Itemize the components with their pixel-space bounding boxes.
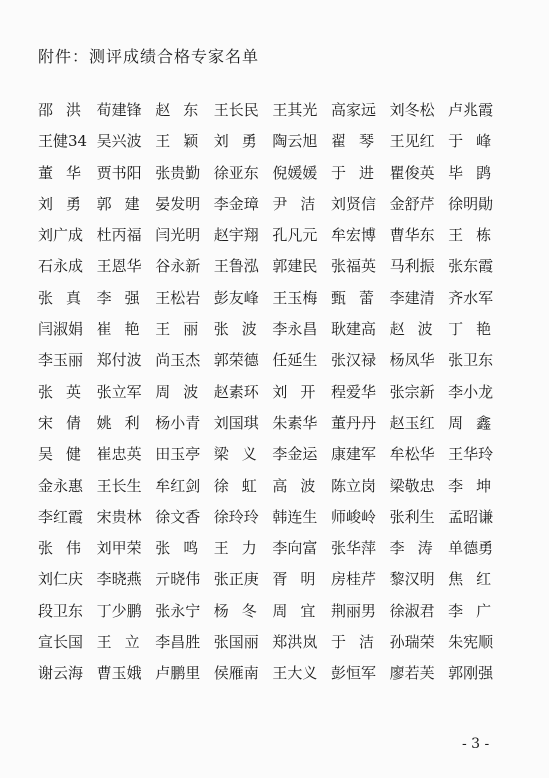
- expert-name: 张华萍: [330, 539, 376, 558]
- expert-name: 牟宏博: [330, 226, 376, 245]
- expert-name: 焦红: [448, 570, 505, 589]
- expert-name: 赵素环: [213, 382, 259, 401]
- expert-name: 甄蕾: [330, 288, 387, 307]
- expert-name: 郭荣德: [213, 351, 259, 370]
- expert-name: 单德勇: [448, 539, 494, 558]
- expert-name: 杨小青: [155, 413, 201, 432]
- expert-name: 王大义: [272, 664, 318, 683]
- expert-name: 张鸣: [155, 539, 212, 558]
- expert-name: 李红霞: [38, 507, 84, 526]
- expert-name: 韩连生: [272, 507, 318, 526]
- expert-name: 高波: [272, 476, 329, 495]
- expert-name: 侯雁南: [213, 664, 259, 683]
- expert-name: 周宜: [272, 601, 329, 620]
- expert-name: 高家远: [330, 101, 376, 119]
- attachment-title: 附件：测评成绩合格专家名单: [38, 47, 260, 66]
- expert-name: 崔忠英: [96, 445, 142, 464]
- expert-name: 程爱华: [330, 382, 376, 401]
- expert-name: 孟昭谦: [448, 507, 494, 526]
- expert-name: 李小龙: [448, 382, 494, 401]
- expert-name: 姚利: [96, 413, 153, 432]
- expert-name: 张真: [38, 288, 95, 307]
- expert-name: 彭恒军: [330, 664, 376, 683]
- expert-name: 王长生: [96, 476, 142, 495]
- expert-name: 张汉禄: [330, 351, 376, 370]
- expert-name: 康建军: [330, 445, 376, 464]
- expert-name: 张立军: [96, 382, 142, 401]
- expert-name: 张英: [38, 382, 95, 401]
- expert-name: 李向富: [272, 539, 318, 558]
- expert-name: 徐明勛: [448, 194, 494, 213]
- expert-name: 张卫东: [448, 351, 494, 370]
- expert-name: 赵东: [155, 101, 212, 119]
- expert-name: 陶云旭: [272, 132, 318, 151]
- expert-name: 亓晓伟: [155, 570, 201, 589]
- expert-name: 翟琴: [330, 132, 387, 151]
- expert-name: 王见红: [389, 132, 435, 151]
- expert-name: 张正庚: [213, 570, 259, 589]
- expert-name: 吴兴波: [96, 132, 142, 151]
- expert-name: 王力: [213, 539, 270, 558]
- expert-name: 李广: [448, 601, 505, 620]
- expert-name: 于峰: [448, 132, 505, 151]
- expert-name: 郑洪岚: [272, 633, 318, 652]
- expert-name: 金永惠: [38, 476, 84, 495]
- expert-name: 李昌胜: [155, 633, 201, 652]
- expert-name-list: [38, 95, 508, 690]
- expert-name: 郭建: [96, 194, 153, 213]
- expert-name: 王颖: [155, 132, 212, 151]
- expert-name: 张宗新: [389, 382, 435, 401]
- expert-name: 王玉梅: [272, 288, 318, 307]
- expert-name: 廖若芙: [389, 664, 435, 683]
- expert-name: 张利生: [389, 507, 435, 526]
- expert-name: 周鑫: [448, 413, 505, 432]
- expert-name: 赵宇翔: [213, 226, 259, 245]
- expert-name: 贾书阳: [96, 163, 142, 182]
- expert-name: 孙瑞荣: [389, 633, 435, 652]
- expert-name: 王鲁泓: [213, 257, 259, 276]
- expert-name: 马利振: [389, 257, 435, 276]
- expert-name: 谢云海: [38, 664, 84, 683]
- expert-name: 王华玲: [448, 445, 494, 464]
- expert-name: 宋倩: [38, 413, 95, 432]
- expert-name: 荆丽男: [330, 601, 376, 620]
- expert-name: 赵玉红: [389, 413, 435, 432]
- expert-name: 张伟: [38, 539, 95, 558]
- expert-name: 晏发明: [155, 194, 201, 213]
- expert-name: 王丽: [155, 320, 212, 339]
- expert-name: 张贵勤: [155, 163, 201, 182]
- expert-name: 周波: [155, 382, 212, 401]
- expert-name: 董丹丹: [330, 413, 376, 432]
- expert-name: 黎汉明: [389, 570, 435, 589]
- expert-name: 宋贵林: [96, 507, 142, 526]
- expert-name: 卢兆霞: [448, 101, 494, 119]
- expert-name: 赵波: [389, 320, 446, 339]
- expert-name: 石永成: [38, 257, 84, 276]
- expert-name: 杜丙福: [96, 226, 142, 245]
- expert-name: 刘冬松: [389, 101, 435, 119]
- expert-name: 崔艳: [96, 320, 153, 339]
- page-number: - 3 -: [462, 736, 490, 752]
- expert-name: 刘贤信: [330, 194, 376, 213]
- expert-name: 梁敬忠: [389, 476, 435, 495]
- expert-name: 徐玲玲: [213, 507, 259, 526]
- expert-name: 闫光明: [155, 226, 201, 245]
- expert-name: 王立: [96, 633, 153, 652]
- expert-name: 杨凤华: [389, 351, 435, 370]
- expert-name: 李永昌: [272, 320, 318, 339]
- expert-name: 郭建民: [272, 257, 318, 276]
- expert-name: 刘广成: [38, 226, 84, 245]
- expert-name: 李玉丽: [38, 351, 84, 370]
- expert-name: 丁艳: [448, 320, 505, 339]
- expert-name: 李坤: [448, 476, 505, 495]
- expert-name: 张永宁: [155, 601, 201, 620]
- expert-name: 于洁: [330, 633, 387, 652]
- expert-name: 张波: [213, 320, 270, 339]
- expert-name: 李晓燕: [96, 570, 142, 589]
- expert-name: 金舒芹: [389, 194, 435, 213]
- expert-name: 王其光: [272, 101, 318, 119]
- expert-name: 孔凡元: [272, 226, 318, 245]
- expert-name: 曹玉娥: [96, 664, 142, 683]
- expert-name: 李涛: [389, 539, 446, 558]
- expert-name: 彭友峰: [213, 288, 259, 307]
- expert-name: 刘勇: [38, 194, 95, 213]
- expert-name: 丁少鹏: [96, 601, 142, 620]
- expert-name: 梁义: [213, 445, 270, 464]
- expert-name: 宣长国: [38, 633, 84, 652]
- expert-name: 刘开: [272, 382, 329, 401]
- expert-name: 荀建锋: [96, 101, 142, 119]
- expert-name: 李金运: [272, 445, 318, 464]
- expert-name: 毕鹍: [448, 163, 505, 182]
- expert-name: 谷永新: [155, 257, 201, 276]
- expert-name: 师峻岭: [330, 507, 376, 526]
- expert-name: 段卫东: [38, 601, 84, 620]
- expert-name: 李金璋: [213, 194, 259, 213]
- expert-name: 刘国琪: [213, 413, 259, 432]
- expert-name: 房桂芹: [330, 570, 376, 589]
- expert-name: 王恩华: [96, 257, 142, 276]
- expert-name: 张福英: [330, 257, 376, 276]
- expert-name: 牟松华: [389, 445, 435, 464]
- expert-name: 郑付波: [96, 351, 142, 370]
- expert-name: 尚玉杰: [155, 351, 201, 370]
- expert-name: 闫淑娟: [38, 320, 84, 339]
- expert-name: 徐文香: [155, 507, 201, 526]
- expert-name: 张东霞: [448, 257, 494, 276]
- expert-name: 任延生: [272, 351, 318, 370]
- expert-name: 瞿俊英: [389, 163, 435, 182]
- expert-name: 杨冬: [213, 601, 270, 620]
- expert-name: 卢鹏里: [155, 664, 201, 683]
- expert-name: 尹洁: [272, 194, 329, 213]
- expert-name: 倪媛媛: [272, 163, 318, 182]
- expert-name: 王栋: [448, 226, 505, 245]
- expert-name: 李强: [96, 288, 153, 307]
- expert-name: 王松岩: [155, 288, 201, 307]
- expert-name: 牟红剑: [155, 476, 201, 495]
- expert-name: 于进: [330, 163, 387, 182]
- expert-name: 刘勇: [213, 132, 270, 151]
- expert-name: 郭刚强: [448, 664, 494, 683]
- expert-name: 朱宪顺: [448, 633, 494, 652]
- expert-name: 胥明: [272, 570, 329, 589]
- expert-name: 田玉亭: [155, 445, 201, 464]
- expert-name: 张国丽: [213, 633, 259, 652]
- expert-name: 徐虹: [213, 476, 270, 495]
- expert-name: 徐亚东: [213, 163, 259, 182]
- expert-name: 吴健: [38, 445, 95, 464]
- expert-name: 耿建高: [330, 320, 376, 339]
- expert-name: 刘仁庆: [38, 570, 84, 589]
- expert-name: 徐淑君: [389, 601, 435, 620]
- expert-name: 朱素华: [272, 413, 318, 432]
- expert-name: 齐水军: [448, 288, 494, 307]
- expert-name: 王长民: [213, 101, 259, 119]
- expert-name: 曹华东: [389, 226, 435, 245]
- expert-name: 邵洪: [38, 101, 95, 119]
- expert-name: 董华: [38, 163, 95, 182]
- expert-name: 王健34: [38, 132, 88, 151]
- expert-name: 陈立岗: [330, 476, 376, 495]
- expert-name: 李建清: [389, 288, 435, 307]
- expert-name: 刘甲荣: [96, 539, 142, 558]
